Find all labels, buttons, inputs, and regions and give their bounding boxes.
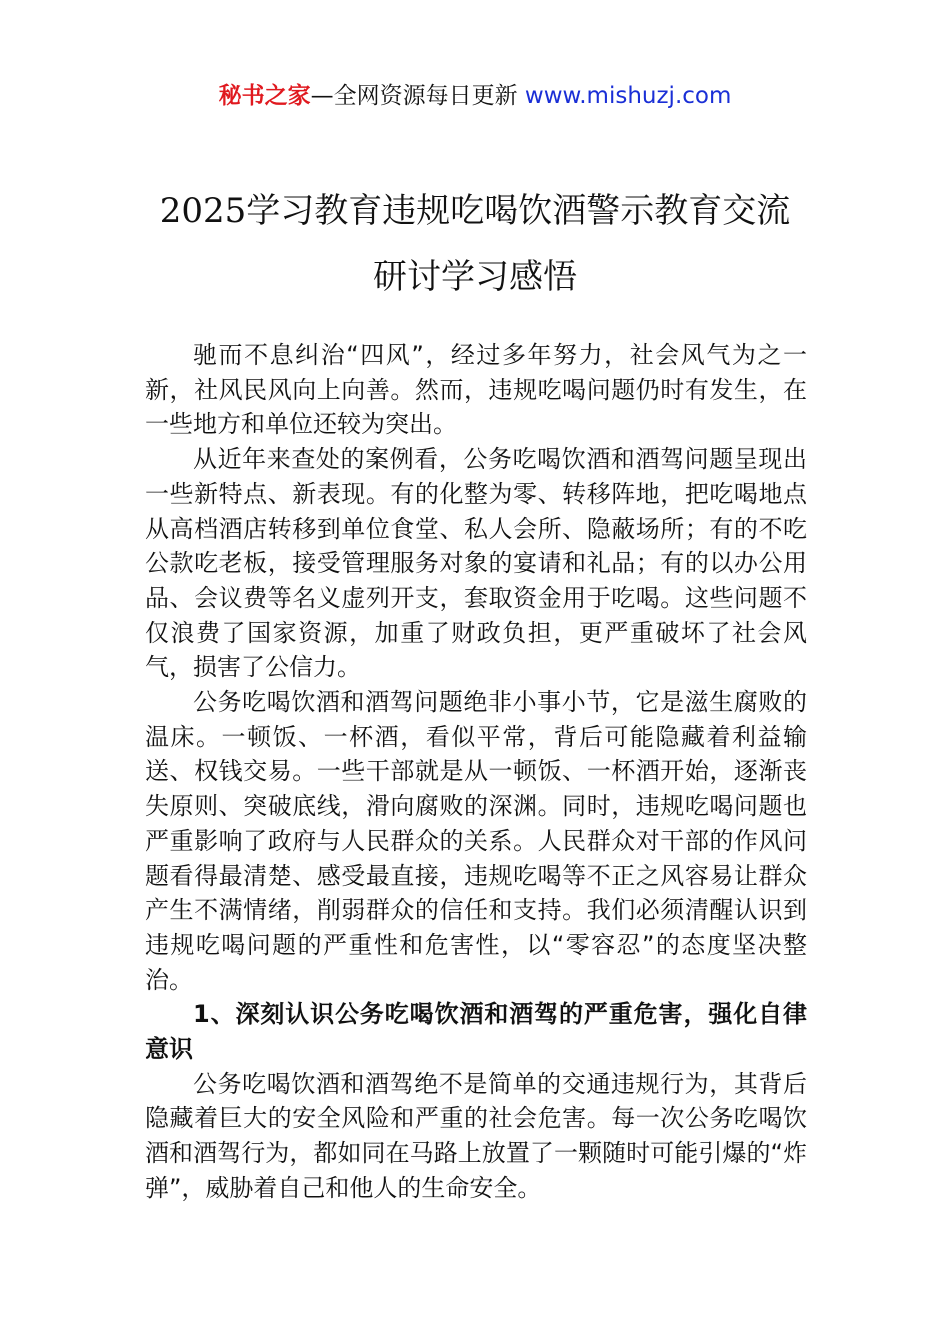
body-paragraph-3: 公务吃喝饮酒和酒驾问题绝非小事小节，它是滋生腐败的温床。一顿饭、一杯酒，看似平常，背后可能隐藏着利益输送、权钱交易。一些干部就是从一顿饭、一杯酒开始，逐渐丧失原则、突破底线，滑向腐败的深渊。同时，违规吃喝问题也严重影响了政府与人民群众的关系。人民群众对干部的作风问题看得最清楚、感受最直接，违规吃喝等不正之风容易让群众产生不满情绪，削弱群众的信任和支持。我们必须清醒认识到违规吃喝问题的严重性和危害性，以“零容忍”的态度坚决整治。: [145, 688, 807, 994]
document-title-line-1: 2025学习教育违规吃喝饮酒警示教育交流: [159, 191, 791, 231]
site-tagline: —全网资源每日更新: [310, 83, 518, 109]
site-header: [0, 80, 950, 112]
document-title: [100, 178, 850, 310]
site-url-link[interactable]: www.mishuzj.com: [524, 83, 732, 109]
document-title-line-2: 研讨学习感悟: [373, 257, 577, 297]
body-paragraph-1: 驰而不息纠治“四风”，经过多年努力，社会风气为之一新，社风民风向上向善。然而，违规吃喝问题仍时有发生，在一些地方和单位还较为突出。: [145, 341, 807, 439]
document-body: [145, 338, 807, 1206]
body-paragraph-2: 从近年来查处的案例看，公务吃喝饮酒和酒驾问题呈现出一些新特点、新表现。有的化整为零、转移阵地，把吃喝地点从高档酒店转移到单位食堂、私人会所、隐蔽场所；有的不吃公款吃老板，接受管理服务对象的宴请和礼品；有的以办公用品、会议费等名义虚列开支，套取资金用于吃喝。这些问题不仅浪费了国家资源，加重了财政负担，更严重破坏了社会风气，损害了公信力。: [145, 445, 807, 682]
body-paragraph-4: 公务吃喝饮酒和酒驾绝不是简单的交通违规行为，其背后隐藏着巨大的安全风险和严重的社会危害。每一次公务吃喝饮酒和酒驾行为，都如同在马路上放置了一颗随时可能引爆的“炸弹”，威胁着自己和他人的生命安全。: [145, 1069, 807, 1202]
site-brand: 秘书之家: [218, 83, 311, 109]
section-heading-1: 1、深刻认识公务吃喝饮酒和酒驾的严重危害，强化自律意识: [145, 1000, 807, 1064]
